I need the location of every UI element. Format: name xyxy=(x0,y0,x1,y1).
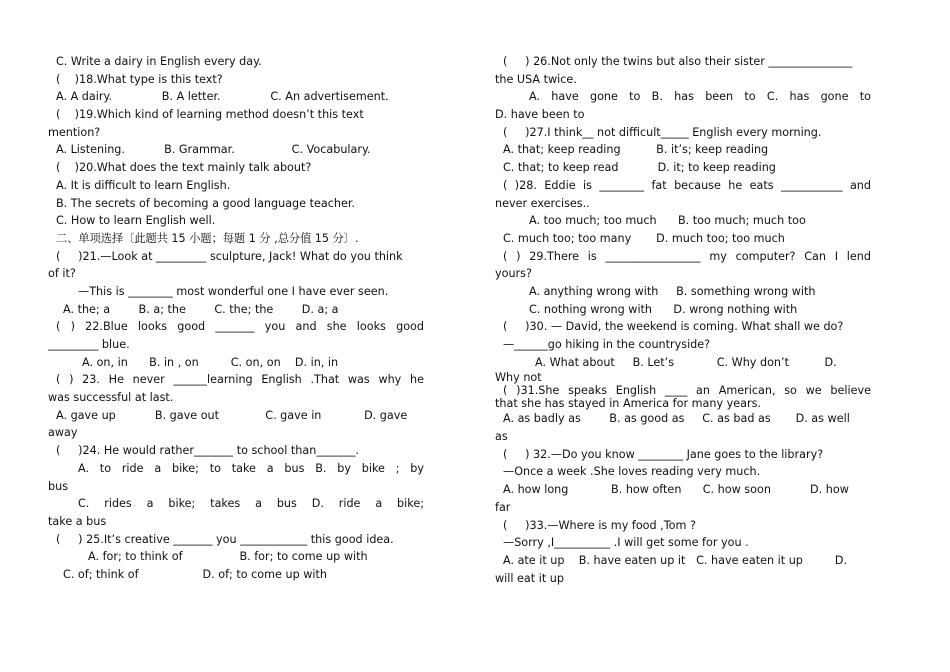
text-line: C. of; think of D. of; to come up with xyxy=(63,567,327,581)
text-line: C. Write a dairy in English every day. xyxy=(56,55,262,68)
text-line: bus xyxy=(48,479,69,493)
text-line: C. much too; too many D. much too; too much xyxy=(503,231,785,245)
text-line: ( )20.What does the text mainly talk about? xyxy=(56,161,312,175)
text-line: 二、单项选择〔此题共 15 小题；每题 1 分 ,总分值 15 分〕. xyxy=(56,231,359,245)
text-line: yours? xyxy=(495,267,532,281)
text-line: C. How to learn English well. xyxy=(56,214,216,228)
text-line: ( )27.I think__ not difficult_____ English every morning. xyxy=(503,125,822,139)
text-line: ( )33.—Where is my food ,Tom ? xyxy=(503,518,696,532)
text-line: ( ) 22.Blue looks good _______ you and she looks good xyxy=(56,320,424,334)
text-line: A. that; keep reading B. it’s; keep reading xyxy=(503,143,769,157)
text-line: will eat it up xyxy=(495,571,564,585)
text-line: take a bus xyxy=(48,514,107,528)
text-line: that she has stayed in America for many years. xyxy=(495,397,761,411)
text-line: A. on, in B. in , on C. on, on D. in, in xyxy=(82,355,339,369)
text-line: ( ) 26.Not only the twins but also their sister _______________ xyxy=(503,55,853,68)
text-line: A. Listening. B. Grammar. C. Vocabulary. xyxy=(56,143,371,157)
text-line: ( )19.Which kind of learning method doesn’t this text xyxy=(56,108,364,122)
text-line: D. have been to xyxy=(495,108,585,122)
text-line: A. What about B. Let’s C. Why don’t D. xyxy=(535,355,837,369)
text-line: A. ate it up B. have eaten up it C. have eaten it up D. xyxy=(503,553,848,567)
text-line: as xyxy=(495,430,508,444)
text-line: A. It is difficult to learn English. xyxy=(56,178,231,192)
text-line: A. for; to think of B. for; to come up with xyxy=(88,550,368,564)
text-line: A. have gone to B. has been to C. has gone to xyxy=(529,90,871,104)
text-line: ( )24. He would rather_______ to school than_______. xyxy=(56,444,360,458)
text-line: never exercises.. xyxy=(495,196,590,210)
text-line: C. rides a bike; takes a bus D. ride a bike; xyxy=(78,497,424,511)
text-line: C. nothing wrong with D. wrong nothing with xyxy=(529,302,798,316)
text-line: —Sorry ,I__________ .I will get some for you . xyxy=(503,536,749,550)
text-line: C. that; to keep read D. it; to keep reading xyxy=(503,161,776,175)
text-line: Why not xyxy=(495,371,542,385)
text-line: ( ) 23. He never ______learning English .That was why he xyxy=(56,373,424,387)
text-line: —Once a week .She loves reading very much. xyxy=(503,465,761,479)
text-line: ( )21.—Look at _________ sculpture, Jack! What do you think xyxy=(56,249,403,263)
text-line: far xyxy=(495,500,511,514)
text-line: away xyxy=(48,426,78,440)
text-line: of it? xyxy=(48,267,76,281)
left-column xyxy=(48,53,424,584)
text-line: ( )30. — David, the weekend is coming. What shall we do? xyxy=(503,320,844,334)
text-line: ( )31.She speaks English ____ an American, so we believe xyxy=(503,384,871,398)
text-line: was successful at last. xyxy=(48,391,174,405)
text-line: A. gave up B. gave out C. gave in D. gave xyxy=(56,408,408,422)
text-line: A. too much; too much B. too much; much too xyxy=(529,214,806,228)
text-line: —______go hiking in the countryside? xyxy=(503,338,711,351)
text-line: the USA twice. xyxy=(495,72,577,86)
text-line: ( ) 32.—Do you know ________ Jane goes to the library? xyxy=(503,447,824,461)
text-line: mention? xyxy=(48,125,101,139)
text-line: A. as badly as B. as good as C. as bad as D. as well xyxy=(503,412,850,426)
text-line: A. how long B. how often C. how soon D. how xyxy=(503,483,849,497)
text-line: _________ blue. xyxy=(48,338,130,351)
text-line: A. to ride a bike; to take a bus B. by bike ; by xyxy=(78,461,424,475)
text-line: A. anything wrong with B. something wrong with xyxy=(529,284,816,298)
text-line: ( ) 25.It’s creative _______ you ____________ this good idea. xyxy=(56,532,394,546)
text-line: ( )28. Eddie is ________ fat because he eats ___________ and xyxy=(503,178,871,192)
text-line: A. A dairy. B. A letter. C. An advertisement. xyxy=(56,90,389,104)
text-line: ( ) 29.There is _________________ my computer? Can I lend xyxy=(503,249,871,263)
text-line: ( )18.What type is this text? xyxy=(56,72,223,86)
text-line: B. The secrets of becoming a good language teacher. xyxy=(56,196,355,210)
text-line: —This is ________ most wonderful one I have ever seen. xyxy=(78,284,389,298)
right-column xyxy=(495,53,871,587)
text-line: A. the; a B. a; the C. the; the D. a; a xyxy=(63,302,339,316)
